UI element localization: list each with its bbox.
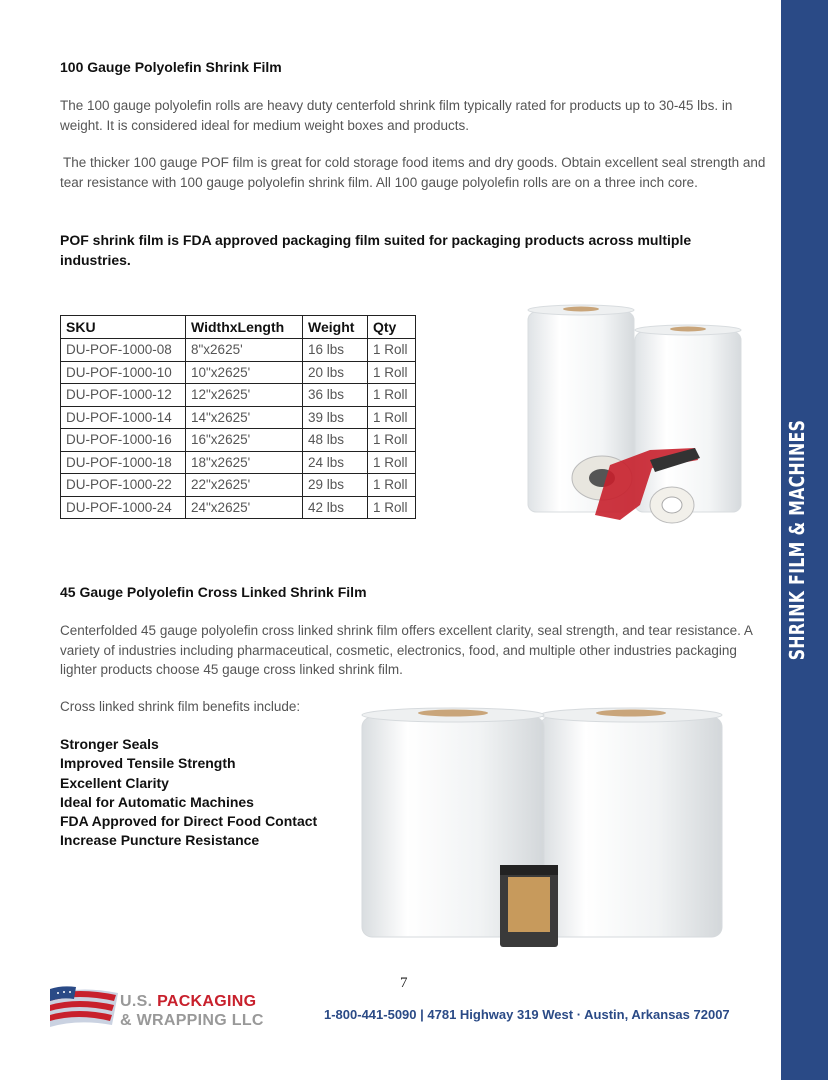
col-size: WidthxLength xyxy=(186,316,303,339)
cell-weight: 48 lbs xyxy=(303,429,368,452)
table-row xyxy=(61,384,416,407)
cell-size: 10"x2625' xyxy=(186,361,303,384)
logo-line2: & WRAPPING LLC xyxy=(120,1012,264,1029)
benefits-list xyxy=(60,735,317,851)
table-row xyxy=(61,429,416,452)
table-row xyxy=(61,339,416,362)
cross-linked-film-image xyxy=(360,705,730,955)
cell-sku: DU-POF-1000-10 xyxy=(61,361,186,384)
cell-size: 24"x2625' xyxy=(186,496,303,519)
logo-us: U.S. xyxy=(120,993,158,1010)
cell-weight: 16 lbs xyxy=(303,339,368,362)
table-row xyxy=(61,406,416,429)
cell-qty: 1 Roll xyxy=(368,429,416,452)
table-row xyxy=(61,361,416,384)
cell-sku: DU-POF-1000-18 xyxy=(61,451,186,474)
logo-line1 xyxy=(120,993,256,1011)
cell-sku: DU-POF-1000-08 xyxy=(61,339,186,362)
cell-sku: DU-POF-1000-16 xyxy=(61,429,186,452)
col-sku: SKU xyxy=(61,316,186,339)
list-item: Ideal for Automatic Machines xyxy=(60,793,254,810)
cell-qty: 1 Roll xyxy=(368,451,416,474)
cell-size: 16"x2625' xyxy=(186,429,303,452)
table-row xyxy=(61,451,416,474)
section1-heading: 100 Gauge Polyolefin Shrink Film xyxy=(60,59,282,75)
col-weight: Weight xyxy=(303,316,368,339)
table-row xyxy=(61,496,416,519)
cell-weight: 42 lbs xyxy=(303,496,368,519)
section1-para2: The thicker 100 gauge POF film is great for cold storage food items and dry goods. Obtain excellent seal strength and tear resistance with 100 gauge polyolefin shrink film. All 100 gauge polyolefin rolls are on a three inch core. xyxy=(60,155,766,190)
list-item: Excellent Clarity xyxy=(60,774,169,791)
footer-contact: 1-800-441-5090 | 4781 Highway 319 West · Austin, Arkansas 72007 xyxy=(324,1007,730,1022)
cell-qty: 1 Roll xyxy=(368,339,416,362)
section2-heading: 45 Gauge Polyolefin Cross Linked Shrink Film xyxy=(60,584,367,600)
cell-weight: 39 lbs xyxy=(303,406,368,429)
cell-weight: 20 lbs xyxy=(303,361,368,384)
list-item: Increase Puncture Resistance xyxy=(60,832,260,849)
cell-qty: 1 Roll xyxy=(368,474,416,497)
sku-table xyxy=(60,315,416,519)
side-tab-label: SHRINK FILM & MACHINES xyxy=(785,419,809,661)
benefits-intro: Cross linked shrink film benefits include: xyxy=(60,699,301,714)
cell-qty: 1 Roll xyxy=(368,406,416,429)
table-header-row xyxy=(61,316,416,339)
section1-para1: The 100 gauge polyolefin rolls are heavy duty centerfold shrink film typically rated for products up to 30-45 lbs. in weight. It is considered ideal for medium weight boxes and products. xyxy=(60,98,733,133)
cell-sku: DU-POF-1000-24 xyxy=(61,496,186,519)
cell-weight: 36 lbs xyxy=(303,384,368,407)
cell-size: 14"x2625' xyxy=(186,406,303,429)
list-item: FDA Approved for Direct Food Contact xyxy=(60,813,318,830)
cell-size: 18"x2625' xyxy=(186,451,303,474)
cell-weight: 24 lbs xyxy=(303,451,368,474)
list-item: Improved Tensile Strength xyxy=(60,755,236,772)
fda-note: POF shrink film is FDA approved packaging film suited for packaging products across multiple industries. xyxy=(60,232,692,268)
shrink-film-rolls-image xyxy=(520,300,750,535)
page-number: 7 xyxy=(400,975,408,991)
list-item: Stronger Seals xyxy=(60,736,159,752)
cell-size: 12"x2625' xyxy=(186,384,303,407)
section2-para1: Centerfolded 45 gauge polyolefin cross linked shrink film offers excellent clarity, seal strength, and tear resistance. A variety of industries including pharmaceutical, cosmetic, electronics, food, and multiple other industries packaging lighter products choose 45 gauge cross linked shrink film. xyxy=(60,623,753,677)
cell-qty: 1 Roll xyxy=(368,361,416,384)
cell-sku: DU-POF-1000-22 xyxy=(61,474,186,497)
cell-qty: 1 Roll xyxy=(368,496,416,519)
col-qty: Qty xyxy=(368,316,416,339)
table-row xyxy=(61,474,416,497)
cell-qty: 1 Roll xyxy=(368,384,416,407)
cell-size: 8"x2625' xyxy=(186,339,303,362)
cell-sku: DU-POF-1000-14 xyxy=(61,406,186,429)
logo-packaging: PACKAGING xyxy=(157,993,257,1010)
cell-size: 22"x2625' xyxy=(186,474,303,497)
cell-weight: 29 lbs xyxy=(303,474,368,497)
cell-sku: DU-POF-1000-12 xyxy=(61,384,186,407)
